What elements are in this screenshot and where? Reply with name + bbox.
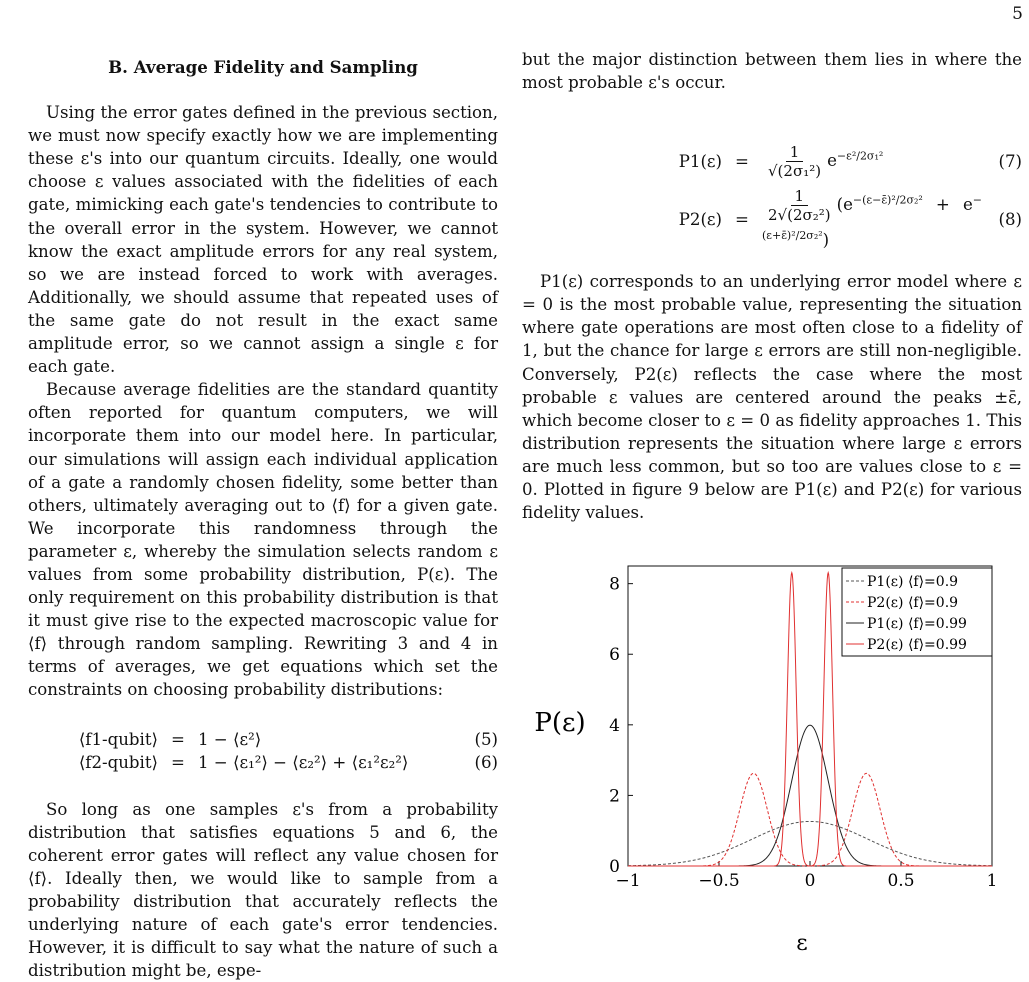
probability-distribution-chart — [522, 556, 1022, 956]
legend-entry: P1(ε) ⟨f⟩=0.99 — [867, 616, 967, 632]
x-tick-label: −1 — [615, 871, 641, 891]
y-tick-label: 2 — [609, 786, 620, 807]
legend-entry: P2(ε) ⟨f⟩=0.9 — [867, 595, 959, 611]
series-line-2 — [628, 773, 992, 866]
equation-block-5-6 — [28, 728, 498, 774]
right-column — [522, 48, 1022, 524]
equation-7: P1(ε) = $\frac{1}{\text{√(2σ₁²)}}$ $e^{-\varepsilon^2/2\sigma_1^2}$ (7) — [678, 142, 1022, 180]
paragraph-1: Using the error gates defined in the previous section, we must now specify exactly how we are implementing these ε's into our quantum circuits. Ideally, one would choose ε values associated with the fidelities of each gate, mimicking each gate's tendencies to contribute to the overall error in the system. However, we cannot know the exact amplitude errors for any real system, so we are instead forced to work with averages. Additionally, we should assume that repeated uses of the same gate do not result in the exact same amplitude error, so we cannot assign a single ε for each gate. — [28, 103, 498, 377]
legend-entry: P2(ε) ⟨f⟩=0.99 — [867, 637, 967, 653]
equation-block-7-8 — [522, 132, 1022, 248]
y-tick-label: 4 — [609, 715, 620, 736]
left-column — [28, 48, 498, 982]
section-heading: B. Average Fidelity and Sampling — [108, 57, 418, 77]
y-tick-label: 8 — [609, 574, 620, 595]
equation-5: ⟨f1-qubit⟩ = 1 − ⟨ε²⟩ (5) — [78, 729, 498, 749]
equation-6: ⟨f2-qubit⟩ = 1 − ⟨ε₁²⟩ − ⟨ε₂²⟩ + ⟨ε₁²ε₂²⟩ (6) — [78, 752, 498, 772]
y-tick-label: 0 — [609, 857, 620, 877]
x-tick-label: −0.5 — [698, 871, 740, 891]
figure-9 — [522, 556, 1022, 956]
x-tick-label: 1 — [986, 871, 998, 891]
page-number: 5 — [1012, 4, 1023, 24]
equation-8: P2(ε) = $\frac{1}{\text{2√(2σ₂²)}}$ $(e^{-(\varepsilon-\varepsilon̄)^2/2\sigma_2^2} + e^{-(\varepsilon+\varepsilon̄)^2/2\sigma_2^2})$ (8) — [678, 186, 1022, 250]
legend-entry: P1(ε) ⟨f⟩=0.9 — [867, 574, 959, 590]
y-axis-label: P(ε) — [534, 708, 586, 738]
paragraph-3: So long as one samples ε's from a probability distribution that satisfies equations 5 and 6, the coherent error gates will reflect any value chosen for ⟨f⟩. Ideally then, we would like to sample from a probability distribution that accurately reflects the underlying nature of each gate's error tendencies. However, it is difficult to say what the nature of such a distribution might be, espe- — [28, 799, 498, 981]
y-tick-label: 6 — [609, 645, 620, 666]
series-line-1 — [628, 821, 992, 865]
paragraph-2: Because average fidelities are the standard quantity often reported for quantum computers, we will incorporate them into our model here. In particular, our simulations will assign each individual application of a gate a randomly chosen fidelity, some better than others, ultimately averaging out to ⟨f⟩ for a given gate. We incorporate this randomness through the parameter ε, whereby the simulation selects random ε values from some probability distribution, P(ε). The only requirement on this probability distribution is that it must give rise to the expected macroscopic value for ⟨f⟩ through random sampling. Rewriting 3 and 4 in terms of averages, we get equations which set the constraints on choosing probability distributions: — [28, 380, 498, 700]
series-line-3 — [628, 725, 992, 866]
x-axis-label: ε — [796, 931, 808, 956]
right-paragraph: P1(ε) corresponds to an underlying error model where ε = 0 is the most probable value, representing the situation where gate operations are most often close to a fidelity of 1, but the chance for large ε errors are still non-negligible. Conversely, P2(ε) reflects the case where the most probable ε values are centered around the peaks ±ε̄, which become closer to ε = 0 as fidelity approaches 1. This distribution represents the situation where large ε errors are much less common, but so too are values close to ε = 0. Plotted in figure 9 below are P1(ε) and P2(ε) for various fidelity values. — [522, 272, 1022, 523]
x-tick-label: 0 — [804, 871, 816, 891]
right-intro: but the major distinction between them lies in where the most probable ε's occur. — [522, 50, 1022, 93]
x-tick-label: 0.5 — [887, 871, 915, 891]
